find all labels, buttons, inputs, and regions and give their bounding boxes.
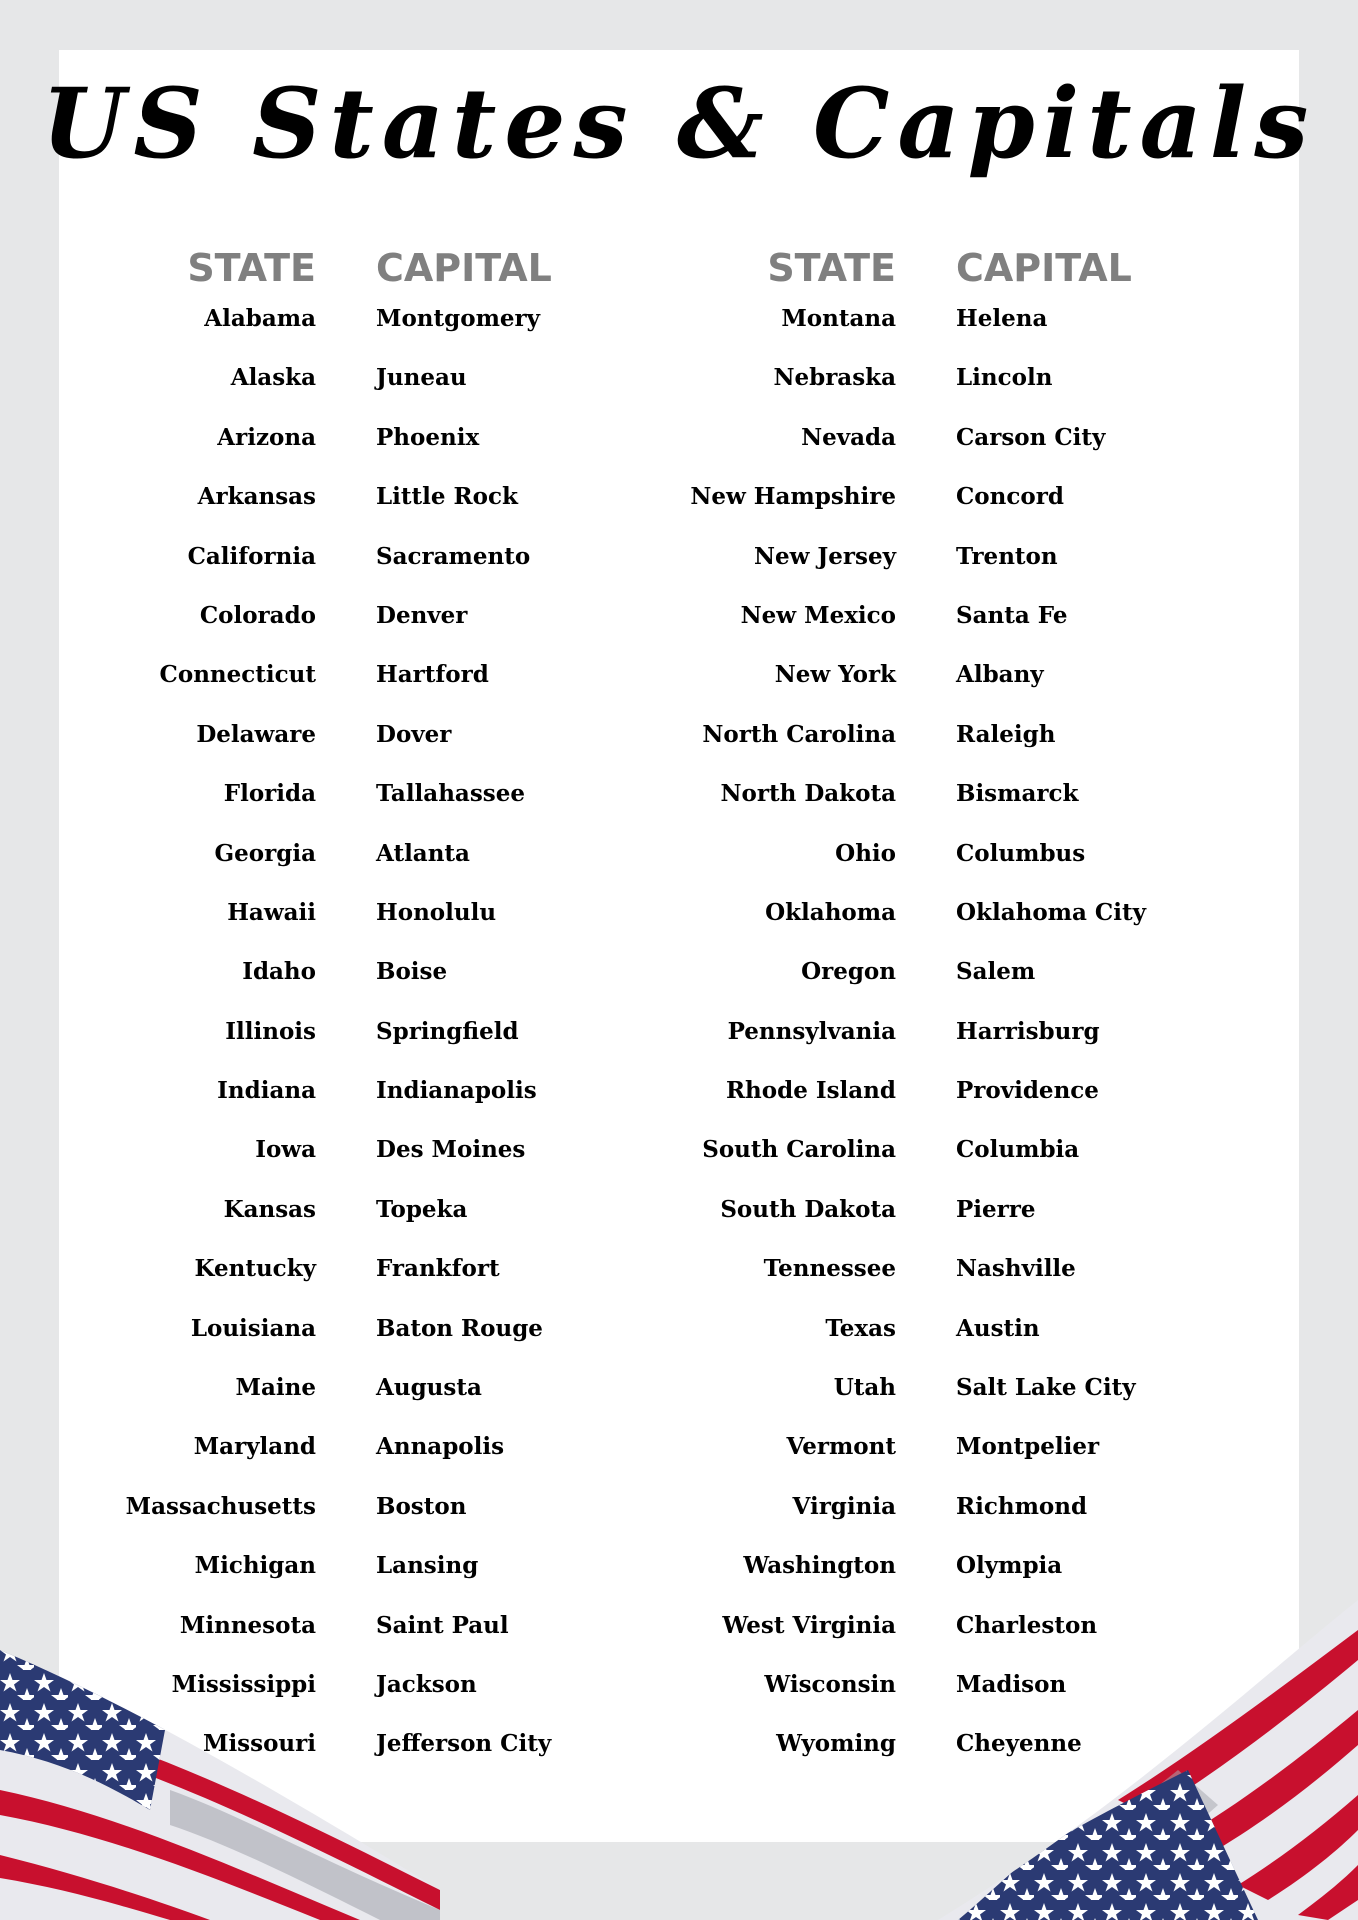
left-capital-cell: Lansing [376,1552,479,1580]
left-capital-cell: Jackson [376,1670,477,1698]
right-state-cell: Wisconsin [764,1670,896,1698]
right-capital-cell: Lincoln [956,364,1053,392]
right-capital-cell: Santa Fe [956,601,1068,629]
right-capital-cell: Providence [956,1077,1099,1105]
right-capital-cell: Bismarck [956,780,1079,808]
left-capital-cell: Topeka [376,1195,468,1223]
right-state-cell: Pennsylvania [727,1017,896,1045]
right-capital-cell: Raleigh [956,720,1056,748]
left-state-cell: Maryland [193,1433,316,1461]
left-state-cell: Massachusetts [125,1492,316,1520]
left-capital-cell: Atlanta [376,839,470,867]
left-state-cell: Kentucky [194,1255,316,1283]
left-state-cell: Maine [235,1374,316,1402]
right-state-cell: North Dakota [720,780,896,808]
left-state-cell: Indiana [217,1077,316,1105]
left-state-cell: Colorado [199,601,316,629]
left-capital-cell: Springfield [376,1017,519,1045]
left-capital-cell: Boston [376,1492,467,1520]
right-capital-cell: Olympia [956,1552,1063,1580]
right-capital-cell: Harrisburg [956,1017,1100,1045]
left-capital-cell: Hartford [376,661,489,689]
left-capital-cell: Juneau [376,364,467,392]
left-capital-cell: Sacramento [376,542,531,570]
left-state-cell: Delaware [196,720,316,748]
left-capital-cell: Jefferson City [376,1730,552,1758]
right-state-cell: Utah [833,1374,896,1402]
left-state-cell: Arkansas [197,483,316,511]
right-capital-cell: Albany [956,661,1044,689]
left-capital-cell: Indianapolis [376,1077,537,1105]
left-state-cell: Michigan [194,1552,316,1580]
american-flag-icon [0,1640,440,1920]
left-capital-cell: Tallahassee [376,780,525,808]
left-capital-cell: Denver [376,601,468,629]
right-capital-cell: Charleston [956,1611,1098,1639]
right-state-cell: New York [774,661,896,689]
right-capital-cell: Concord [956,483,1064,511]
right-state-cell: West Virginia [722,1611,896,1639]
right-state-cell: Tennessee [763,1255,896,1283]
right-capital-list [956,299,1276,1784]
left-capital-cell: Augusta [376,1374,482,1402]
right-capital-cell: Pierre [956,1195,1036,1223]
header-capital-right: CAPITAL [956,246,1132,290]
left-state-cell: Alaska [230,364,316,392]
left-capital-list [376,299,676,1784]
right-state-cell: Nebraska [773,364,896,392]
left-capital-cell: Little Rock [376,483,518,511]
left-state-list [60,299,316,1784]
left-capital-cell: Phoenix [376,423,480,451]
page-title: US States & Capitals [41,67,1317,180]
right-capital-cell: Oklahoma City [956,898,1146,926]
right-state-cell: Montana [781,305,896,332]
flag-left-graphic [0,1640,440,1920]
right-capital-cell: Nashville [956,1255,1076,1283]
flag-right-graphic [898,1600,1358,1920]
left-capital-cell: Montgomery [376,305,541,332]
right-capital-cell: Salt Lake City [956,1374,1136,1402]
right-state-cell: South Carolina [702,1136,896,1164]
left-state-cell: Missouri [202,1730,316,1758]
left-state-cell: Minnesota [179,1611,316,1639]
left-capital-cell: Dover [376,720,452,748]
right-state-cell: New Jersey [753,542,896,570]
right-capital-cell: Austin [956,1314,1040,1342]
left-state-cell: Georgia [214,839,316,867]
right-capital-cell: Cheyenne [956,1730,1082,1758]
right-state-cell: Texas [825,1314,896,1342]
right-state-cell: Wyoming [776,1730,896,1758]
right-capital-cell: Columbus [956,839,1086,867]
left-state-cell: Arizona [217,423,316,451]
right-state-cell: South Dakota [720,1195,896,1223]
header-state-right: STATE [767,246,896,290]
right-state-cell: New Hampshire [690,483,896,511]
right-state-cell: Virginia [792,1492,896,1520]
left-capital-cell: Saint Paul [376,1611,509,1639]
right-capital-cell: Helena [956,305,1048,332]
left-capital-cell: Boise [376,958,448,986]
left-capital-cell: Honolulu [376,898,497,926]
left-state-cell: Mississippi [171,1670,316,1698]
right-capital-cell: Trenton [956,542,1058,570]
left-capital-cell: Baton Rouge [376,1314,543,1342]
left-state-cell: Idaho [242,958,316,986]
left-state-cell: Connecticut [159,661,316,689]
left-state-cell: Kansas [223,1195,316,1223]
right-capital-cell: Carson City [956,423,1106,451]
right-capital-cell: Richmond [956,1492,1088,1520]
left-capital-cell: Frankfort [376,1255,500,1283]
right-state-cell: Washington [743,1552,896,1580]
right-capital-cell: Salem [956,958,1036,986]
left-state-cell: Florida [223,780,316,808]
american-flag-icon [898,1600,1358,1920]
right-state-cell: Ohio [835,839,896,867]
right-capital-cell: Montpelier [956,1433,1100,1461]
left-state-cell: Illinois [225,1017,316,1045]
left-state-cell: California [187,542,316,570]
right-state-list [640,299,896,1784]
right-state-cell: Vermont [786,1433,896,1461]
right-state-cell: Oregon [801,958,896,986]
left-state-cell: Hawaii [227,898,316,926]
right-state-cell: Rhode Island [725,1077,896,1105]
left-state-cell: Louisiana [190,1314,316,1342]
right-state-cell: North Carolina [702,720,896,748]
header-state-left: STATE [187,246,316,290]
right-state-cell: Oklahoma [765,898,896,926]
right-capital-cell: Columbia [956,1136,1080,1164]
left-state-cell: Iowa [255,1136,316,1164]
right-state-cell: Nevada [801,423,896,451]
left-state-cell: Alabama [204,305,316,332]
header-capital-left: CAPITAL [376,246,552,290]
right-state-cell: New Mexico [740,601,896,629]
left-capital-cell: Des Moines [376,1136,526,1164]
left-capital-cell: Annapolis [376,1433,505,1461]
right-capital-cell: Madison [956,1670,1067,1698]
